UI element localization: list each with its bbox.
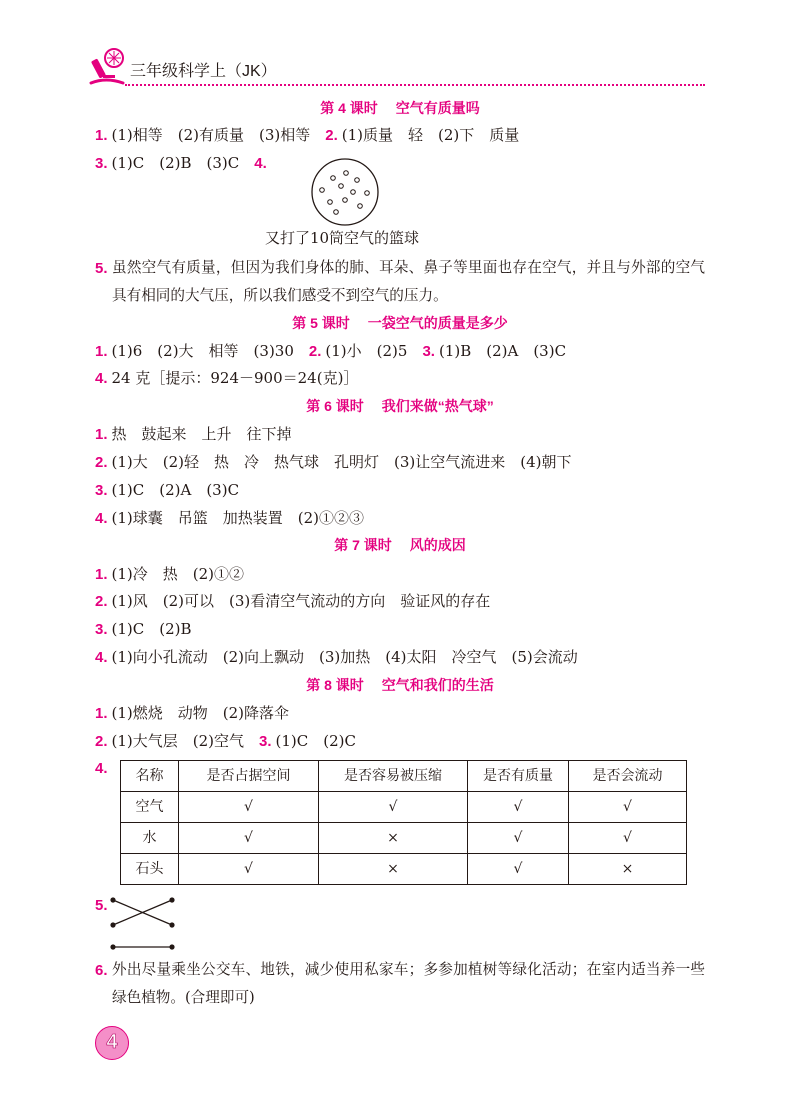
- question-number: 2.: [325, 127, 338, 144]
- air-dot: [331, 176, 336, 181]
- table-cell: ×: [319, 823, 468, 854]
- answer-line: [95, 341, 566, 361]
- answer-line: [95, 508, 364, 528]
- lesson-6-title: [0, 396, 800, 416]
- table-row: [121, 854, 687, 885]
- table-cell: 水: [121, 823, 179, 854]
- answer-text: (1)B (2)A (3)C: [438, 342, 567, 360]
- lesson-name: 空气有质量吗: [395, 100, 480, 116]
- question-number: 4.: [95, 649, 108, 666]
- table-cell: √: [179, 792, 319, 823]
- answer-paragraph-line: 绿色植物。(合理即可): [112, 989, 255, 1006]
- air-dot: [334, 210, 339, 215]
- air-dot: [365, 191, 370, 196]
- question-number: 3.: [95, 621, 108, 638]
- table-header-row: [121, 761, 687, 792]
- table-cell: √: [468, 823, 569, 854]
- answer-line: [95, 153, 271, 173]
- air-dot: [344, 171, 349, 176]
- answer-text: 热 鼓起来 上升 往下掉: [111, 425, 292, 443]
- lesson-7-title: [0, 535, 800, 555]
- air-dot: [320, 188, 325, 193]
- lesson-label: 第 7 课时: [334, 537, 392, 553]
- table-header-cell: 是否有质量: [468, 761, 569, 792]
- table-cell: √: [468, 792, 569, 823]
- question-number: 1.: [95, 426, 108, 443]
- question-number: 1.: [95, 343, 108, 360]
- answer-text: (1)风 (2)可以 (3)看清空气流动的方向 验证风的存在: [111, 592, 491, 610]
- question-number: 1.: [95, 705, 108, 722]
- diagram-caption: 又打了10筒空气的篮球: [264, 229, 420, 247]
- question-number: 2.: [95, 733, 108, 750]
- answer-text: (1)向小孔流动 (2)向上飘动 (3)加热 (4)太阳 冷空气 (5)会流动: [111, 648, 578, 666]
- answer-line: [95, 619, 192, 639]
- answer-text: (1)C (2)A (3)C: [111, 481, 240, 499]
- answer-paragraph-line: 外出尽量乘坐公交车、地铁，减少使用私家车；多参加植树等绿化活动；在室内适当养一些: [112, 961, 705, 978]
- answer-line: [95, 758, 112, 778]
- air-dot: [328, 200, 333, 205]
- table-row: [121, 823, 687, 854]
- answer-text: (1)C (2)C: [275, 732, 356, 750]
- answer-line: [95, 125, 519, 145]
- answer-text: 24 克［提示：924－900＝24(克)］: [111, 369, 359, 387]
- table-cell: √: [569, 823, 687, 854]
- match-dot: [169, 897, 174, 902]
- answer-line: [95, 960, 112, 980]
- question-number: 4.: [95, 370, 108, 387]
- question-number: 3.: [422, 343, 435, 360]
- question-number: 5.: [95, 897, 108, 914]
- answer-line: [95, 591, 490, 611]
- air-dot: [358, 204, 363, 209]
- table-row: [121, 792, 687, 823]
- air-dot: [351, 190, 356, 195]
- lesson-name: 空气和我们的生活: [381, 677, 494, 693]
- table-cell: ×: [569, 854, 687, 885]
- table-cell: √: [319, 792, 468, 823]
- lesson-name: 一袋空气的质量是多少: [367, 315, 508, 331]
- answer-line: [95, 480, 239, 500]
- lesson-label: 第 5 课时: [292, 315, 350, 331]
- answer-line: [95, 731, 356, 751]
- lesson-label: 第 6 课时: [306, 398, 364, 414]
- microscope-logo-icon: [86, 46, 128, 88]
- lesson-name: 风的成因: [409, 537, 466, 553]
- question-number: 4.: [95, 760, 108, 777]
- answer-text: (1)C (2)B (3)C: [111, 154, 240, 172]
- answer-text: (1)相等 (2)有质量 (3)相等: [111, 126, 311, 144]
- answer-text: (1)大气层 (2)空气: [111, 732, 245, 750]
- air-dot: [355, 178, 360, 183]
- answer-text: (1)小 (2)5: [325, 342, 408, 360]
- answer-line: [95, 424, 292, 444]
- basketball-air-diagram: [310, 157, 380, 227]
- table-cell: 石头: [121, 854, 179, 885]
- question-number: 2.: [95, 593, 108, 610]
- table-header-cell: 名称: [121, 761, 179, 792]
- question-number: 3.: [95, 482, 108, 499]
- answer-text: (1)大 (2)轻 热 冷 热气球 孔明灯 (3)让空气流进来 (4)朝下: [111, 453, 572, 471]
- answer-text: (1)质量 轻 (2)下 质量: [341, 126, 520, 144]
- question-number: 2.: [308, 343, 322, 360]
- question-number: 6.: [95, 962, 108, 979]
- question-number: 4.: [95, 510, 108, 527]
- match-dot: [110, 897, 115, 902]
- air-dot: [339, 184, 344, 189]
- table-cell: ×: [319, 854, 468, 885]
- match-dot: [169, 944, 174, 949]
- answer-line: [95, 452, 572, 472]
- answer-line: [95, 647, 578, 667]
- match-dot: [110, 944, 115, 949]
- lesson-5-title: [0, 313, 800, 333]
- question-number: 5.: [95, 260, 108, 277]
- answer-text: (1)冷 热 (2)①②: [111, 565, 245, 583]
- question-number: 4.: [254, 155, 267, 172]
- lesson-4-title: [0, 98, 800, 118]
- table-cell: √: [569, 792, 687, 823]
- table-cell: 空气: [121, 792, 179, 823]
- question-number: 3.: [95, 155, 108, 172]
- table-header-cell: 是否容易被压缩: [319, 761, 468, 792]
- answer-line: [95, 368, 358, 388]
- answer-text: (1)C (2)B: [111, 620, 192, 638]
- answer-line: [95, 703, 289, 723]
- answer-paragraph-line: 虽然空气有质量，但因为我们身体的肺、耳朵、鼻子等里面也存在空气，并且与外部的空气: [112, 259, 705, 276]
- lesson-label: 第 8 课时: [306, 677, 364, 693]
- book-title: 三年级科学上（JK）: [130, 63, 277, 80]
- question-number: 1.: [95, 566, 108, 583]
- page-number-badge: 4: [95, 1026, 129, 1060]
- table-header-cell: 是否占据空间: [179, 761, 319, 792]
- match-dot: [110, 922, 115, 927]
- lesson-label: 第 4 课时: [320, 100, 378, 116]
- header-dotted-rule: [125, 84, 705, 86]
- air-water-stone-properties-table: [120, 760, 687, 885]
- table-cell: √: [179, 854, 319, 885]
- lesson-8-title: [0, 675, 800, 695]
- answer-paragraph-line: 具有相同的大气压，所以我们感受不到空气的压力。: [112, 287, 448, 304]
- lesson-name: 我们来做“热气球”: [381, 398, 494, 414]
- matching-lines-diagram: [100, 888, 185, 958]
- question-number: 3.: [259, 733, 272, 750]
- question-number: 2.: [95, 454, 108, 471]
- table-cell: √: [468, 854, 569, 885]
- answer-line: [95, 564, 244, 584]
- air-dot: [343, 198, 348, 203]
- match-dot: [169, 922, 174, 927]
- answer-text: (1)燃烧 动物 (2)降落伞: [111, 704, 290, 722]
- answer-line: [95, 258, 112, 278]
- question-number: 1.: [95, 127, 108, 144]
- table-cell: √: [179, 823, 319, 854]
- answer-text: (1)球囊 吊篮 加热装置 (2)①②③: [111, 509, 365, 527]
- table-header-cell: 是否会流动: [569, 761, 687, 792]
- answer-text: (1)6 (2)大 相等 (3)30: [111, 342, 294, 360]
